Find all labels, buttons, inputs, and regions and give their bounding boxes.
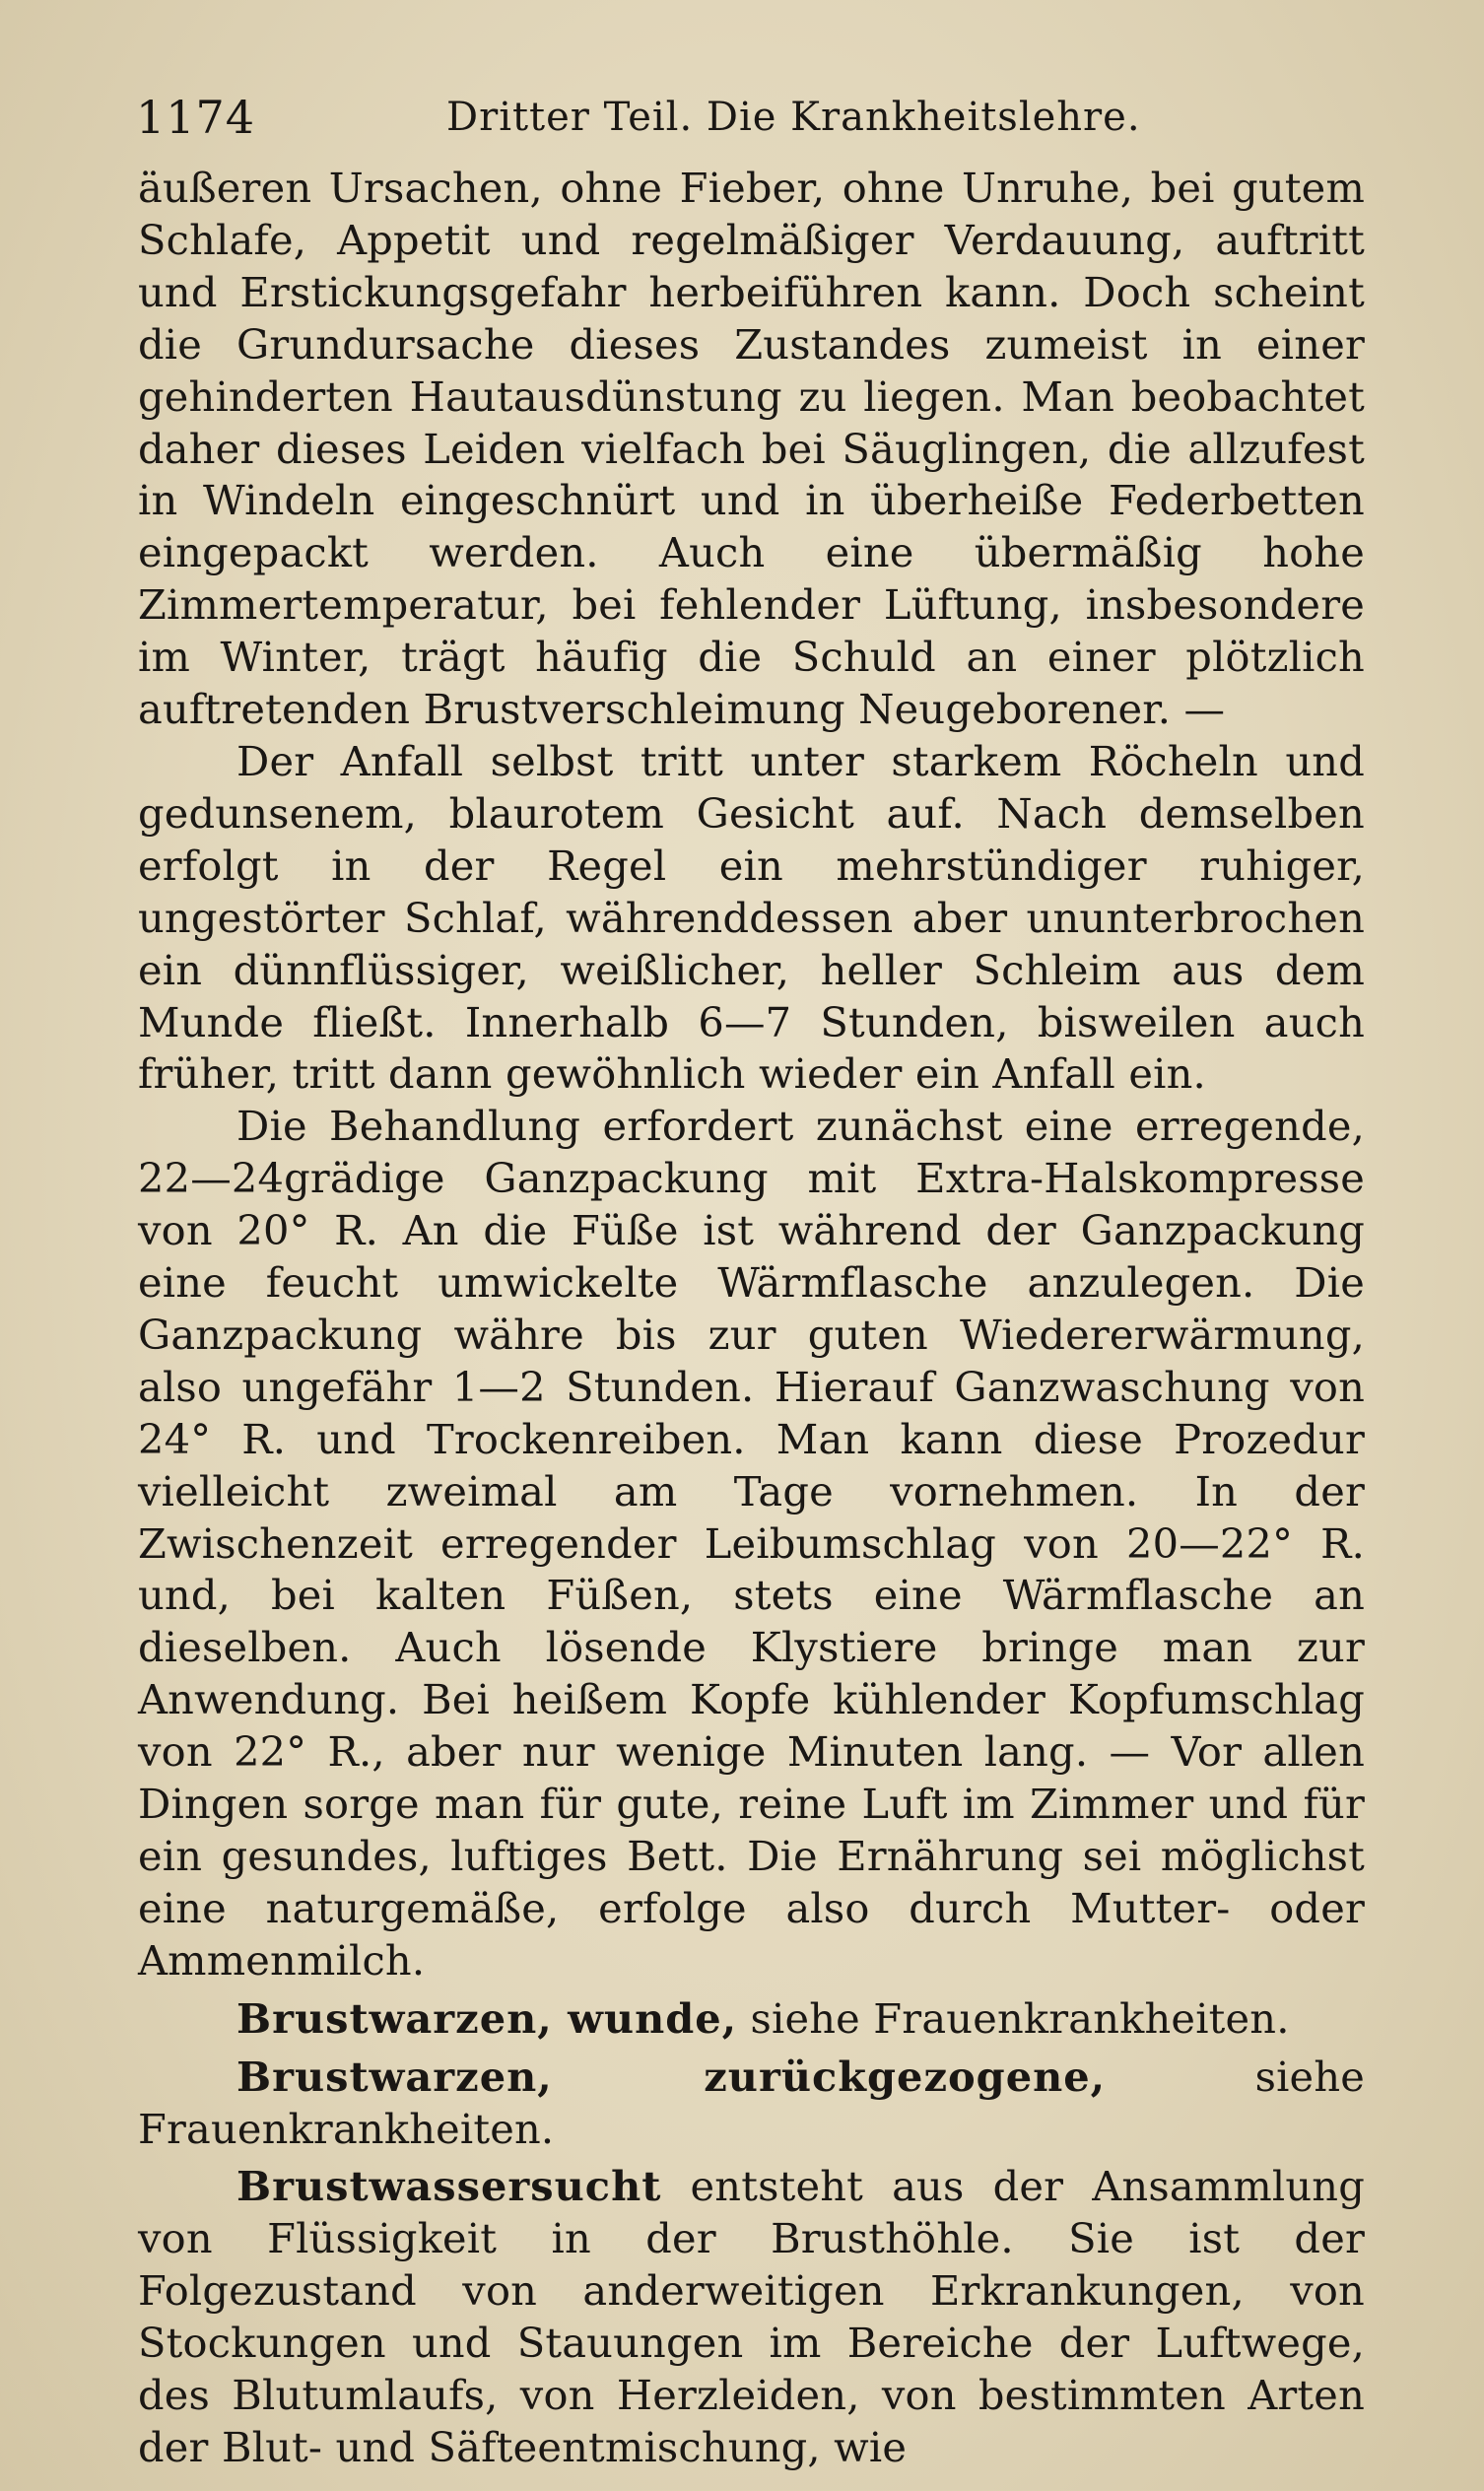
page-header [136,77,1368,146]
entry-text: siehe Frauenkrankheiten. [737,1993,1290,2043]
entry-brustwarzen-zurueckgezogene [138,2052,1365,2156]
body-text [138,163,1365,2474]
entry-headword: Brustwarzen, wunde, [236,1993,738,2043]
page-number: 1174 [136,91,256,144]
entry-text: entsteht aus der Ansammlung von Flüssigkeit in der Brusthöhle. Sie ist der Folgezustand von anderweitigen Erkrankungen, von Stockungen und Stauungen im Bereiche der Luftwege, des Blutumlaufs, von Herzleiden, von bestimmten Arten der Blut- und Säfteentmischung, wie [138,2162,1365,2471]
running-head: Dritter Teil. Die Krankheitslehre. [446,95,1141,140]
entry-brustwarzen-wunde [138,1993,1365,2046]
paragraph-continuation: äußeren Ursachen, ohne Fieber, ohne Unruhe, bei gutem Schlafe, Appetit und regelmäßiger Verdauung, auftritt und Erstickungsgefahr herbeiführen kann. Doch scheint die Grundursache dieses Zustandes zumeist in einer gehinderten Hautausdünstung zu liegen. Man beobachtet daher dieses Leiden vielfach bei Säuglingen, die allzufest in Windeln eingeschnürt und in überheiße Federbetten eingepackt werden. Auch eine übermäßig hohe Zimmertemperatur, bei fehlender Lüftung, insbesondere im Winter, trägt häufig die Schuld an einer plötzlich auftretenden Brustverschleimung Neugeborener. — [138,164,1365,734]
paragraph-attack: Der Anfall selbst tritt unter starkem Röcheln und gedunsenem, blaurotem Gesicht auf. Nach demselben erfolgt in der Regel ein mehrstündiger ruhiger, ungestörter Schlaf, währenddessen aber ununterbrochen ein dünnflüssiger, weißlicher, heller Schleim aus dem Munde fließt. Innerhalb 6—7 Stunden, bisweilen auch früher, tritt dann gewöhnlich wieder ein Anfall ein. [138,736,1365,1099]
paragraph-treatment: Die Behandlung erfordert zunächst eine erregende, 22—24grädige Ganzpackung mit Extra-Halskompresse von 20° R. An die Füße ist während der Ganzpackung eine feucht umwickelte Wärmflasche anzulegen. Die Ganzpackung währe bis zur guten Wiedererwärmung, also ungefähr 1—2 Stunden. Hierauf Ganzwaschung von 24° R. und Trockenreiben. Man kann diese Prozedur vielleicht zweimal am Tage vornehmen. In der Zwischenzeit erregender Leibumschlag von 20—22° R. und, bei kalten Füßen, stets eine Wärmflasche an dieselben. Auch lösende Klystiere bringe man zur Anwendung. Bei heißem Kopfe kühlender Kopfumschlag von 22° R., aber nur wenige Minuten lang. — Vor allen Dingen sorge man für gute, reine Luft im Zimmer und für ein gesundes, luftiges Bett. Die Ernährung sei möglichst eine naturgemäße, erfolge also durch Mutter- oder Ammenmilch. [138,1102,1365,1985]
entry-headword: Brustwarzen, zurückgezogene, [236,2052,1107,2101]
entry-brustwassersucht [138,2161,1365,2473]
entry-headword: Brustwassersucht [236,2162,662,2211]
entry-text: siehe Frauenkrankheiten. [138,2052,1366,2153]
